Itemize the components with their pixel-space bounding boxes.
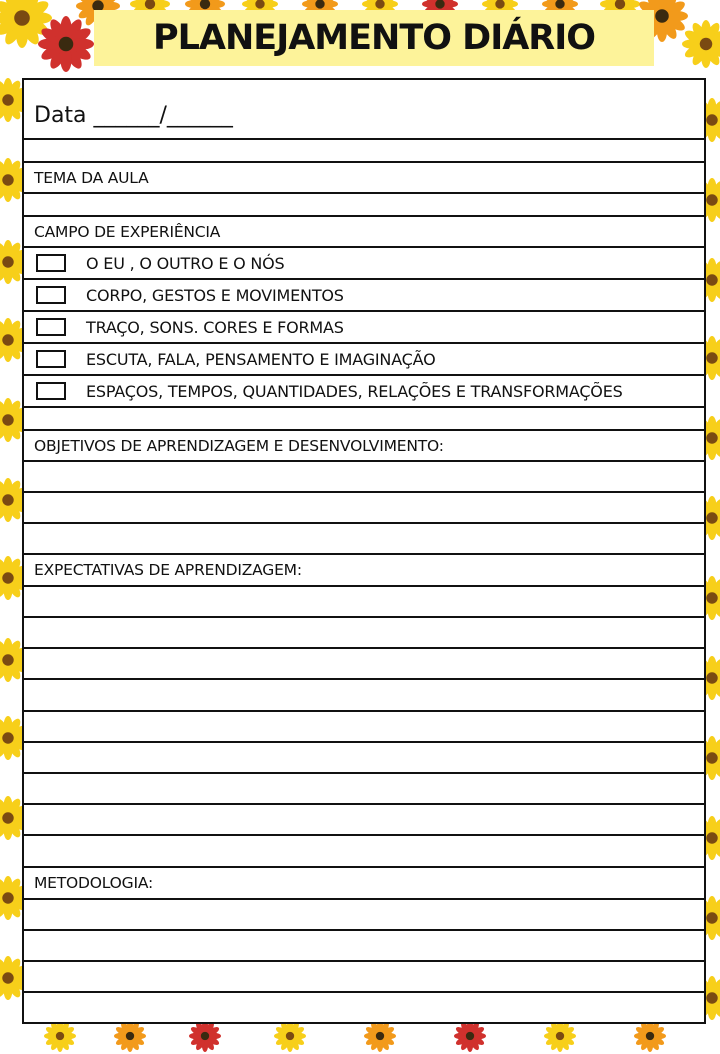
campo-checkbox[interactable] [36, 318, 66, 336]
date-label: Data ______/______ [34, 102, 233, 128]
flower-icon [680, 18, 720, 70]
campo-checkbox[interactable] [36, 286, 66, 304]
metodologia-heading: METODOLOGIA: [34, 874, 153, 892]
writing-line[interactable] [24, 931, 704, 962]
campo-option-row[interactable] [24, 344, 704, 376]
writing-line[interactable] [24, 524, 704, 555]
campo-option-label: CORPO, GESTOS E MOVIMENTOS [86, 285, 344, 305]
writing-line[interactable] [24, 680, 704, 712]
metodologia-row[interactable] [24, 868, 704, 900]
writing-line[interactable] [24, 712, 704, 743]
campo-option-row[interactable] [24, 280, 704, 312]
writing-line[interactable] [24, 805, 704, 836]
expectativas-row[interactable] [24, 555, 704, 587]
writing-line[interactable] [24, 743, 704, 774]
campo-option-label: ESPAÇOS, TEMPOS, QUANTIDADES, RELAÇÕES E TRANSFORMAÇÕES [86, 381, 623, 401]
campo-option-label: ESCUTA, FALA, PENSAMENTO E IMAGINAÇÃO [86, 349, 436, 369]
blank-row[interactable] [24, 408, 704, 431]
tema-row[interactable] [24, 163, 704, 194]
writing-line[interactable] [24, 900, 704, 931]
writing-line[interactable] [24, 587, 704, 618]
campo-row [24, 217, 704, 248]
expectativas-heading: EXPECTATIVAS DE APRENDIZAGEM: [34, 561, 302, 579]
blank-row[interactable] [24, 194, 704, 217]
blank-row[interactable] [24, 140, 704, 163]
writing-line[interactable] [24, 493, 704, 524]
campo-option-label: TRAÇO, SONS. CORES E FORMAS [86, 317, 344, 337]
writing-line[interactable] [24, 836, 704, 868]
planning-form [22, 78, 706, 1024]
campo-option-row[interactable] [24, 312, 704, 344]
writing-line[interactable] [24, 993, 704, 1024]
writing-line[interactable] [24, 462, 704, 493]
objetivos-row[interactable] [24, 431, 704, 462]
campo-option-row[interactable] [24, 248, 704, 280]
objetivos-heading: OBJETIVOS DE APRENDIZAGEM E DESENVOLVIMENTO: [34, 436, 444, 455]
campo-checkbox[interactable] [36, 350, 66, 368]
title-banner [94, 10, 654, 66]
tema-heading: TEMA DA AULA [34, 168, 149, 187]
writing-line[interactable] [24, 618, 704, 649]
date-row[interactable] [24, 80, 704, 140]
writing-line[interactable] [24, 962, 704, 993]
page-title: PLANEJAMENTO DIÁRIO [152, 18, 596, 58]
writing-line[interactable] [24, 649, 704, 680]
campo-checkbox[interactable] [36, 254, 66, 272]
campo-option-label: O EU , O OUTRO E O NÓS [86, 253, 285, 273]
writing-line[interactable] [24, 774, 704, 805]
campo-checkbox[interactable] [36, 382, 66, 400]
campo-heading: CAMPO DE EXPERIÊNCIA [34, 222, 221, 241]
campo-option-row[interactable] [24, 376, 704, 408]
